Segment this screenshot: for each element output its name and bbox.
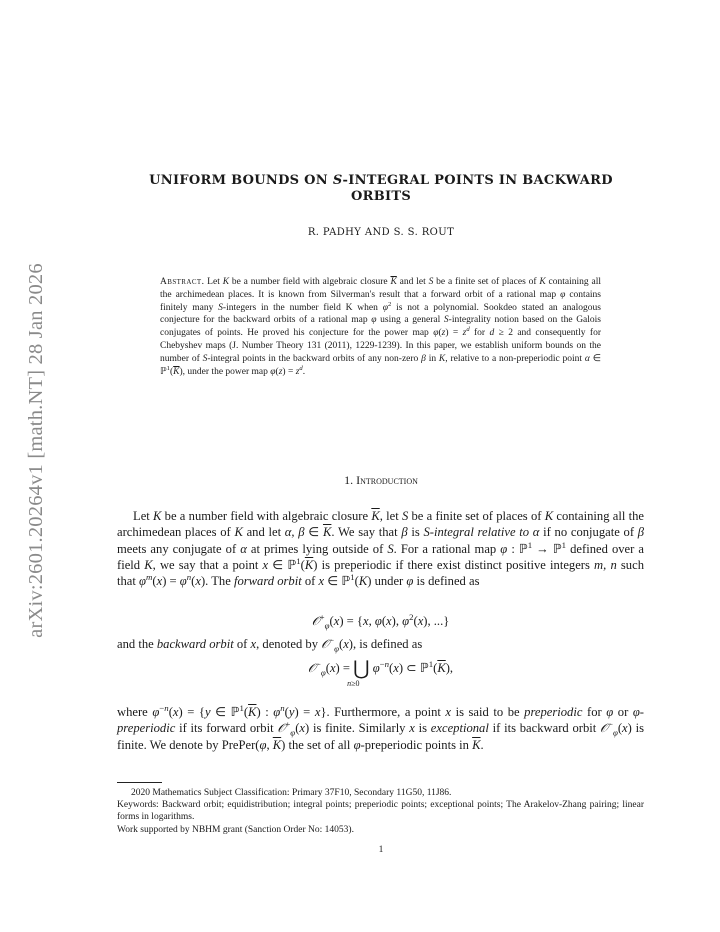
arxiv-identifier-stamp <box>18 245 54 655</box>
equation-backward-orbit: 𝒪−$_\varphi$(x) = ⋃ n≥0 $\varphi^{-n}(x)$ ⊂ $ℙ^1(\overline{K})$, <box>307 658 454 688</box>
abstract: Abstract. Let K be a number field with algebraic closure $\overline{K}$ and let S be a finite set of places of K containing all the archimedean places. It is known from Silverman's result that a forward orbit of a rational map φ contains finitely many S-integers in the number field K when $\varphi^2$ is not a polynomial. Sookdeo stated an analogous conjecture for the backward orbits of a rational map φ using a general S-integrality notion based on the Galois conjugates of points. He proved his conjecture for the power map $\varphi(z) = z^d$ for d ≥ 2 and consequently for Chebyshev maps (J. Number Theory 131 (2011), 1229-1239). In this paper, we establish uniform bounds on the number of S-integral points in the backward orbits of any non-zero β in K, relative to a non-preperiodic point α ∈ $ℙ^1(\overline{K})$, under the power map $\varphi(z) = z^d$. <box>160 277 602 377</box>
intro-paragraph-1: Let K be a number field with algebraic closure $\overline{K}$, let S be a finite set of places of K containing all the archimedean places of K and let α, β ∈ $\overline{K}$. We say that β is S-integral relative to α if no conjugate of β meets any conjugate of α at primes lying outside of S. For a rational map φ : ℙ$^1$ → ℙ$^1$ defined over a field K, we say that a point x ∈ $ℙ^1(\overline{K})$ is preperiodic if there exist distinct positive integers m, n such that $\varphi^m(x) = \varphi^n(x)$. The forward orbit of x ∈ ℙ$^1$(K) under φ is defined as <box>117 509 645 589</box>
paper-title: UNIFORM BOUNDS ON S-INTEGRAL POINTS IN BACKWARD ORBITS <box>149 173 613 204</box>
equation-forward-orbit: 𝒪+$_\varphi$(x) = {x, φ(x), $\varphi^2(x)$, ...} <box>311 611 450 631</box>
footnote-rule <box>117 782 162 783</box>
footnote-msc: 2020 Mathematics Subject Classification: Primary 37F10, Secondary 11G50, 11J86. <box>131 788 452 798</box>
footnote-grant: Work supported by NBHM grant (Sanction Order No: 14053). <box>117 824 354 835</box>
abstract-label: Abstract. <box>160 277 205 287</box>
paper-authors: R. PADHY AND S. S. ROUT <box>307 227 455 238</box>
section-number: 1. <box>344 473 354 487</box>
intro-paragraph-2: where $\varphi^{-n}(x) = \{y$ ∈ $ℙ^1(\overline{K})$ : $\varphi^n(y) = x$}. Furthermore, a point x is said to be preperiodic for φ or φ-preperiodic if its forward orbit 𝒪+$_\varphi$(x) is finite. Similarly x is exceptional if its backward orbit 𝒪−$_\varphi$(x) is finite. We denote by PrePer(φ, $\overline{K}$) the set of all φ-preperiodic points in $\overline{K}$. <box>117 702 644 752</box>
footnote-keywords: Keywords: Backward orbit; equidistribution; integral points; preperiodic points; exceptional points; The Arakelov-Zhang pairing; linear forms in logarithms. <box>117 800 644 823</box>
intro-backward-orbit-sentence: and the backward orbit of x, denoted by 𝒪−$_\varphi$(x), is defined as <box>117 634 423 654</box>
section-title: Introduction <box>356 473 418 487</box>
footnotes <box>117 787 644 836</box>
arxiv-identifier-text: arXiv:2601.20264v1 [math.NT] 28 Jan 2026 <box>24 262 47 638</box>
section-heading-introduction <box>120 473 642 488</box>
page-number: 1 <box>378 845 384 855</box>
